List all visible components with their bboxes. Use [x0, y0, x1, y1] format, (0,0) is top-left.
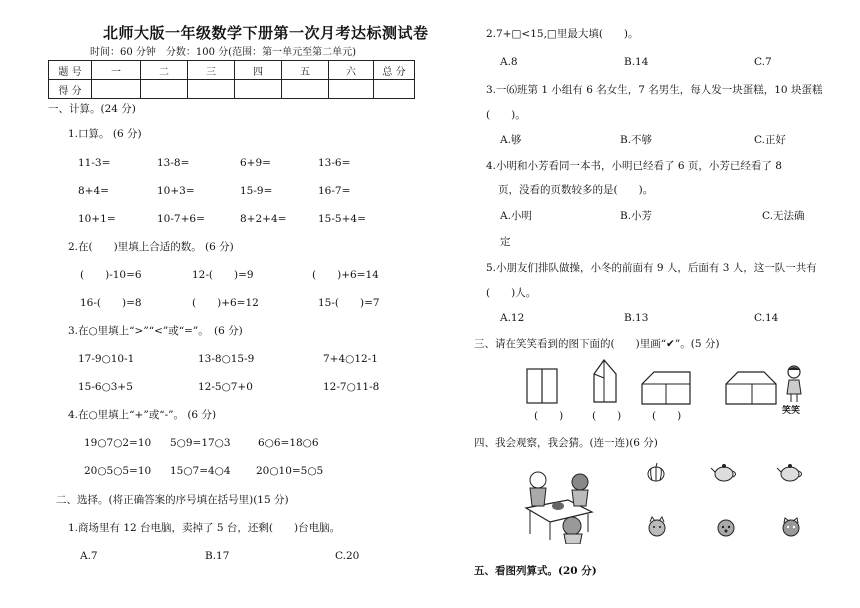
operator-item[interactable]: 19○7○2=10 [84, 437, 152, 449]
calc-item: 6+9= [240, 157, 271, 169]
fill-item[interactable]: ( )+6=12 [192, 297, 259, 309]
calc-item: 13-8= [157, 157, 190, 169]
calc-item: 8+4= [78, 185, 109, 197]
fill-item[interactable]: ( )-10=6 [80, 269, 142, 281]
question-3-heading: 3.在○里填上“>”“<”或“=”。 (6 分) [68, 325, 243, 337]
choice-option[interactable]: B.13 [624, 312, 649, 324]
choice-option[interactable]: C.正好 [754, 134, 786, 146]
score-input[interactable] [141, 80, 188, 99]
compare-item[interactable]: 17-9○10-1 [78, 353, 135, 365]
fill-item[interactable]: 12-( )=9 [192, 269, 254, 281]
page-title: 北师大版一年级数学下册第一次月考达标测试卷 [103, 24, 429, 42]
choice-option[interactable]: C.20 [335, 550, 360, 562]
teapot-icon [776, 462, 804, 482]
fill-item[interactable]: 15-( )=7 [318, 297, 380, 309]
pumpkin-icon [646, 462, 666, 482]
animals-around-table-illustration [516, 460, 602, 544]
animal-head-icon [780, 516, 802, 538]
score-table [48, 60, 415, 99]
score-cell: 得 分 [49, 80, 92, 99]
house-model [724, 370, 780, 406]
score-input[interactable] [92, 80, 141, 99]
choice-option[interactable]: A.7 [80, 550, 98, 562]
question-1-heading: 1.口算。 (6 分) [68, 128, 142, 140]
compare-item[interactable]: 7+4○12-1 [323, 353, 378, 365]
calc-item: 16-7= [318, 185, 351, 197]
score-cell: 二 [141, 61, 188, 80]
teapot-icon [710, 462, 738, 482]
compare-item[interactable]: 13-8○15-9 [198, 353, 255, 365]
shape-house-view [640, 370, 692, 406]
score-input[interactable] [235, 80, 282, 99]
score-input[interactable] [374, 80, 415, 99]
calc-item: 15-5+4= [318, 213, 366, 225]
answer-bracket[interactable]: ( ) [534, 410, 564, 422]
calc-item: 10+3= [157, 185, 195, 197]
operator-item[interactable]: 20○5○5=10 [84, 465, 152, 477]
operator-item[interactable]: 20○10=5○5 [256, 465, 324, 477]
score-cell: 题 号 [49, 61, 92, 80]
calc-item: 11-3= [78, 157, 111, 169]
calc-item: 10+1= [78, 213, 116, 225]
score-cell: 五 [282, 61, 329, 80]
section-4-heading: 四、我会观察，我会猜。(连一连)(6 分) [474, 437, 658, 449]
calc-item: 15-9= [240, 185, 273, 197]
calc-item: 10-7+6= [157, 213, 205, 225]
score-cell: 六 [329, 61, 374, 80]
choice-1-question: 1.商场里有 12 台电脑，卖掉了 5 台，还剩( )台电脑。 [68, 522, 341, 534]
choice-option[interactable]: B.小芳 [620, 210, 653, 222]
choice-4-question: 4.小明和小芳看同一本书，小明已经看了 6 页，小芳已经看了 8 [486, 160, 782, 172]
choice-3-question-cont: ( )。 [486, 109, 526, 121]
question-4-heading: 4.在○里填上“+”或“-”。 (6 分) [68, 409, 217, 421]
animal-head-icon [646, 516, 668, 538]
score-table-score-row [49, 80, 415, 99]
choice-5-question-cont: ( )人。 [486, 287, 537, 299]
question-2-heading: 2.在( )里填上合适的数。 (6 分) [68, 241, 234, 253]
choice-option[interactable]: A.8 [500, 56, 518, 68]
fill-item[interactable]: ( )+6=14 [312, 269, 379, 281]
choice-2-question: 2.7+□<15,□里最大填( )。 [486, 28, 639, 40]
choice-3-question: 3.一⑹班第 1 小组有 6 名女生，7 名男生，每人发一块蛋糕，10 块蛋糕 [486, 84, 823, 96]
fill-item[interactable]: 16-( )=8 [80, 297, 142, 309]
answer-bracket[interactable]: ( ) [652, 410, 682, 422]
choice-option[interactable]: A.12 [500, 312, 525, 324]
score-input[interactable] [329, 80, 374, 99]
calc-item: 8+2+4= [240, 213, 287, 225]
shape-front-view [526, 368, 558, 404]
choice-option[interactable]: C.7 [754, 56, 772, 68]
score-cell: 总 分 [374, 61, 415, 80]
operator-item[interactable]: 5○9=17○3 [170, 437, 231, 449]
choice-option[interactable]: B.17 [205, 550, 230, 562]
girl-figure [782, 364, 806, 404]
score-table-header-row [49, 61, 415, 80]
choice-option[interactable]: C.无法确 [762, 210, 805, 222]
score-cell: 四 [235, 61, 282, 80]
choice-option-cont: 定 [500, 236, 511, 248]
operator-item[interactable]: 15○7=4○4 [170, 465, 231, 477]
compare-item[interactable]: 12-7○11-8 [323, 381, 380, 393]
animal-head-icon [716, 518, 736, 538]
choice-option[interactable]: A.小明 [500, 210, 532, 222]
operator-item[interactable]: 6○6=18○6 [258, 437, 319, 449]
compare-item[interactable]: 12-5○7+0 [198, 381, 253, 393]
choice-5-question: 5.小朋友们排队做操，小冬的前面有 9 人，后面有 3 人，这一队一共有 [486, 262, 817, 274]
score-input[interactable] [282, 80, 329, 99]
section-1-heading: 一、计算。(24 分) [48, 103, 136, 115]
exam-info: 时间：60 分钟 分数：100 分(范围：第一单元至第二单元) [90, 47, 356, 58]
calc-item: 13-6= [318, 157, 351, 169]
score-cell: 一 [92, 61, 141, 80]
score-input[interactable] [188, 80, 235, 99]
choice-option[interactable]: A.够 [500, 134, 522, 146]
choice-option[interactable]: B.不够 [620, 134, 653, 146]
choice-option[interactable]: B.14 [624, 56, 649, 68]
score-cell: 三 [188, 61, 235, 80]
choice-option[interactable]: C.14 [754, 312, 779, 324]
answer-bracket[interactable]: ( ) [592, 410, 622, 422]
compare-item[interactable]: 15-6○3+5 [78, 381, 133, 393]
section-3-heading: 三、请在笑笑看到的图下面的( )里画“✔”。(5 分) [474, 338, 720, 350]
choice-4-question-cont: 页，没看的页数较多的是( )。 [498, 184, 654, 196]
section-5-heading: 五、看图列算式。(20 分) [474, 565, 597, 577]
shape-side-view [590, 358, 620, 404]
girl-name: 笑笑 [782, 406, 801, 416]
section-2-heading: 二、选择。(将正确答案的序号填在括号里)(15 分) [56, 494, 289, 506]
